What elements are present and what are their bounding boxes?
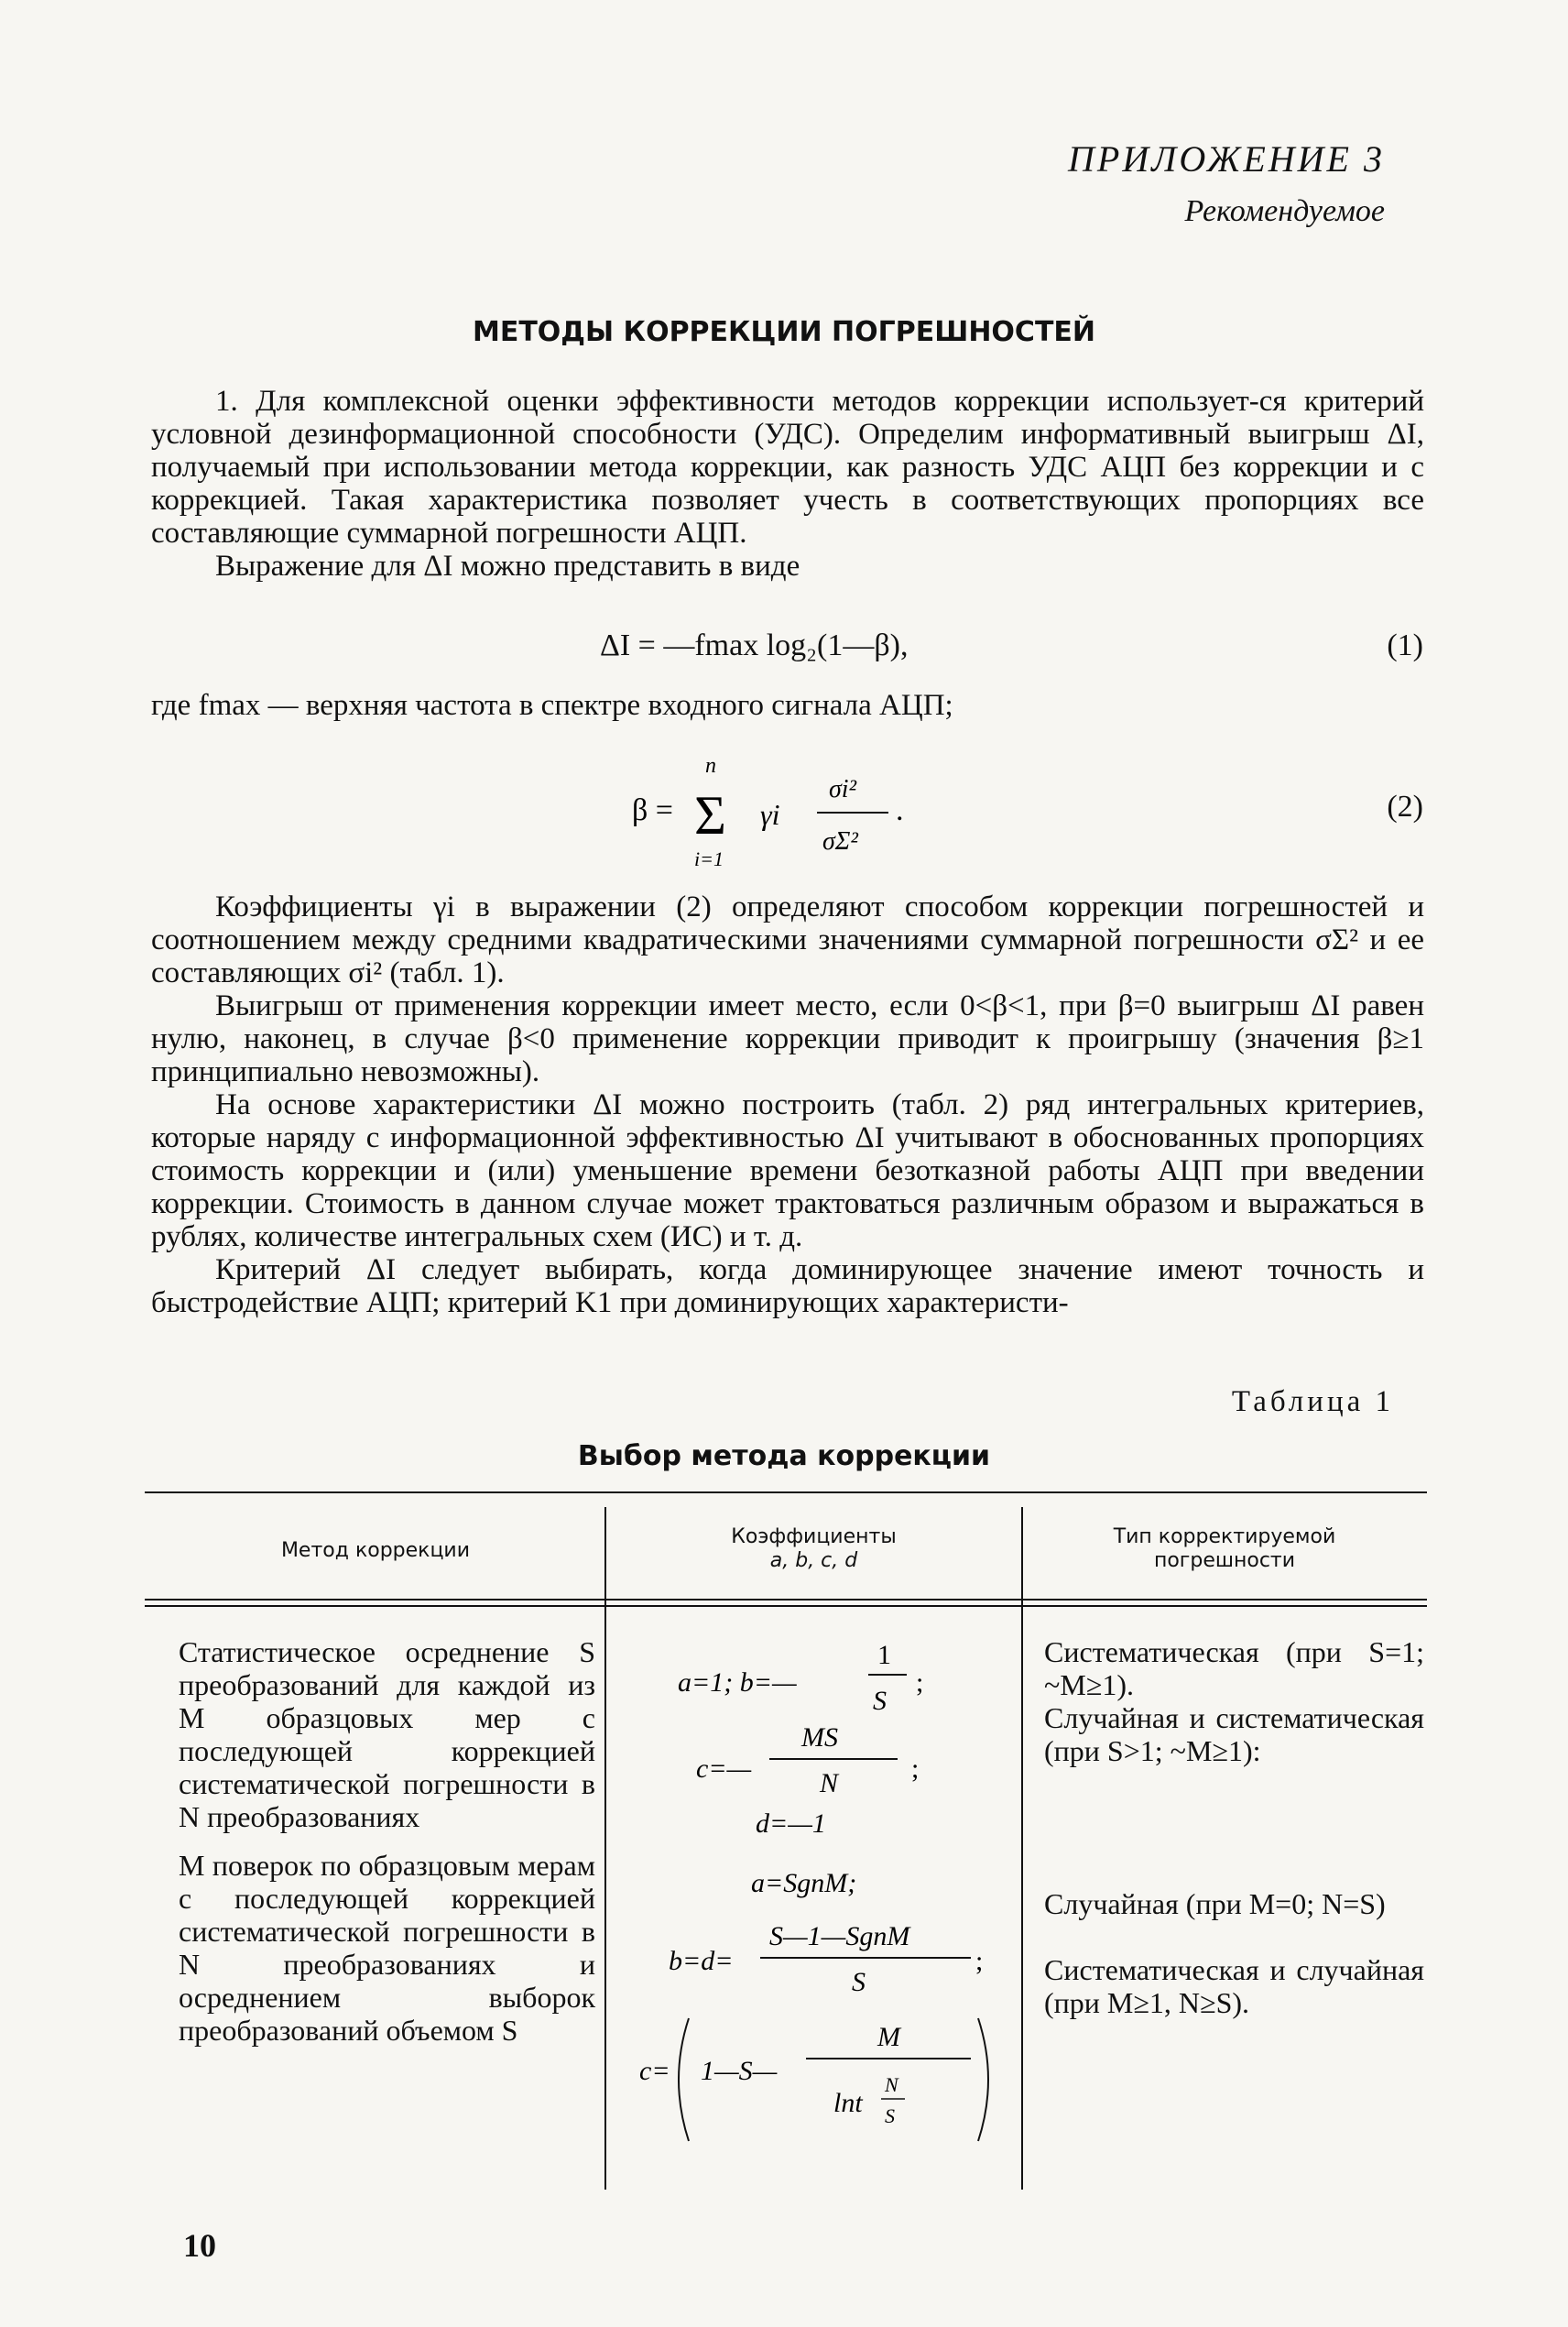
intro-paragraph-block (151, 385, 1424, 583)
expression-intro: Выражение для ΔI можно представить в виде (215, 550, 800, 583)
table-title: Выбор метода коррекции (577, 1440, 991, 1472)
paragraphs-block (151, 890, 1424, 1319)
paragraph: Выигрыш от применения коррекции имеет место, если 0<β<1, при β=0 выигрыш ΔI равен нулю, наконец, в случае β<0 применение коррекции приводит к проигрышу (значения β≥1 принципиально невозможны). (151, 989, 1424, 1088)
coef-b-den: S (873, 1686, 887, 1716)
method-text: Статистическое осреднение S преобразований для каждой из M образцовых мер с последующей коррекцией систематической погрешности в N преобразованиях (179, 1635, 595, 1833)
coef-b-num: 1 (877, 1640, 891, 1670)
type-text: Систематическая (при S=1; ~M≥1). (1044, 1635, 1424, 1701)
where-line: где fmax — верхняя частота в спектре входного сигнала АЦП; (151, 689, 953, 722)
method-text: M поверок по образцовым мерам с последующей коррекцией систематической погрешности в N преобразованиях и осреднением выборок преобразований объемом S (179, 1849, 595, 2047)
formula-2-sum-bottom: i=1 (694, 847, 724, 870)
table-label: Таблица 1 (1231, 1385, 1394, 1418)
header-type-line1: Тип корректируемой (1113, 1525, 1336, 1548)
table-row-2-type (1044, 1887, 1424, 2019)
coef-a: a=SgnM; (751, 1868, 857, 1898)
type-text: Случайная (при M=0; N=S) (1044, 1887, 1386, 1920)
table-row-1-type (1044, 1635, 1424, 1767)
table-column-divider (604, 1507, 606, 2190)
header-coefficients (606, 1525, 1021, 1573)
coef-c-num: M (877, 2022, 900, 2052)
coef-c-ln-num: N (885, 2073, 898, 2096)
header-coefficients-vars: a, b, c, d (769, 1549, 858, 1572)
coef-b-d: b=d= (669, 1946, 734, 1976)
appendix-label: ПРИЛОЖЕНИЕ 3 (1068, 138, 1385, 180)
formula-1: ΔI = —fmax log₂(1—β), (600, 628, 909, 662)
formula-2-number: (2) (1387, 790, 1423, 824)
table-row-2-coefficients (632, 1855, 1007, 2167)
header-type-line2: погрешности (1153, 1549, 1296, 1572)
table-row-2-method (179, 1849, 595, 2047)
table-row-1-coefficients (632, 1629, 1007, 1849)
table-header-rule (145, 1599, 1427, 1600)
intro-paragraph: 1. Для комплексной оценки эффективности методов коррекции использует-ся критерий условной дезинформационной способности (УДС). Определим информативный выигрыш ΔI, получаемый при использовании метода коррекции, как разность УДС АЦП без коррекции и с коррекцией. Такая характеристика позволяет учесть в соответствующих пропорциях все составляющие суммарной погрешности АЦП. (151, 385, 1424, 550)
formula-2-period: . (896, 793, 904, 827)
right-paren-icon (978, 2018, 988, 2141)
coef-c-ln-den: S (885, 2104, 895, 2127)
coef-d: d=—1 (756, 1808, 826, 1839)
coef-c-den: N (820, 1768, 839, 1798)
formula-2-lhs: β = (632, 793, 673, 827)
formula-2-numerator: σi² (829, 775, 856, 803)
coef-semicolon: ; (975, 1946, 984, 1976)
coef-c-ln: lnt (833, 2088, 863, 2118)
coef-c-num: MS (801, 1722, 838, 1753)
type-text: Систематическая и случайная (при M≥1, N≥S). (1044, 1953, 1424, 2019)
formula-1-number: (1) (1387, 628, 1423, 662)
type-text: Случайная и систематическая (при S>1; ~M≥1): (1044, 1701, 1424, 1767)
table-header-rule (145, 1605, 1427, 1607)
table-top-rule (145, 1491, 1427, 1493)
header-method: Метод коррекции (280, 1539, 471, 1562)
formula-2-denominator: σΣ² (822, 827, 858, 856)
coef-c: c=— (696, 1753, 752, 1784)
coef-c-terms: 1—S— (701, 2056, 778, 2086)
header-coefficients-title: Коэффициенты (731, 1525, 897, 1548)
coef-semicolon: ; (911, 1753, 920, 1784)
left-paren-icon (679, 2018, 689, 2141)
header-type (1023, 1525, 1426, 1573)
coef-bd-den: S (852, 1967, 866, 1997)
where-line-block (151, 689, 1424, 722)
paragraph: На основе характеристики ΔI можно построить (табл. 2) ряд интегральных критериев, которые наряду с информационной эффективностью ΔI учитывают в обоснованных пропорциях стоимость коррекции и (или) уменьшение времени безотказной работы АЦП при введении коррекции. Стоимость в данном случае может трактоваться различным образом и выражаться в рублях, количестве интегральных схем (ИС) и т. д. (151, 1088, 1424, 1253)
coef-c: c= (639, 2056, 670, 2086)
recommended-label: Рекомендуемое (1184, 194, 1385, 228)
table-column-divider (1021, 1507, 1023, 2190)
sum-icon: Σ (694, 785, 726, 846)
formula-2-sum-top: n (705, 754, 716, 778)
paragraph: Коэффициенты γi в выражении (2) определяют способом коррекции погрешностей и соотношением между средними квадратическими значениями суммарной погрешности σΣ² и ее составляющих σi² (табл. 1). (151, 890, 1424, 989)
table-row-1-method (179, 1635, 595, 1833)
formula-2-gamma: γi (760, 798, 780, 831)
paragraph: Критерий ΔI следует выбирать, когда доминирующее значение имеют точность и быстродействие АЦП; критерий K1 при доминирующих характеристи- (151, 1253, 1424, 1319)
coef-semicolon: ; (916, 1667, 924, 1698)
section-heading: МЕТОДЫ КОРРЕКЦИИ ПОГРЕШНОСТЕЙ (472, 316, 1096, 348)
formula-2 (623, 747, 934, 884)
coef-bd-num: S—1—SgnM (769, 1921, 910, 1951)
coef-a-b: a=1; b=— (678, 1667, 797, 1698)
page-number: 10 (183, 2227, 216, 2264)
